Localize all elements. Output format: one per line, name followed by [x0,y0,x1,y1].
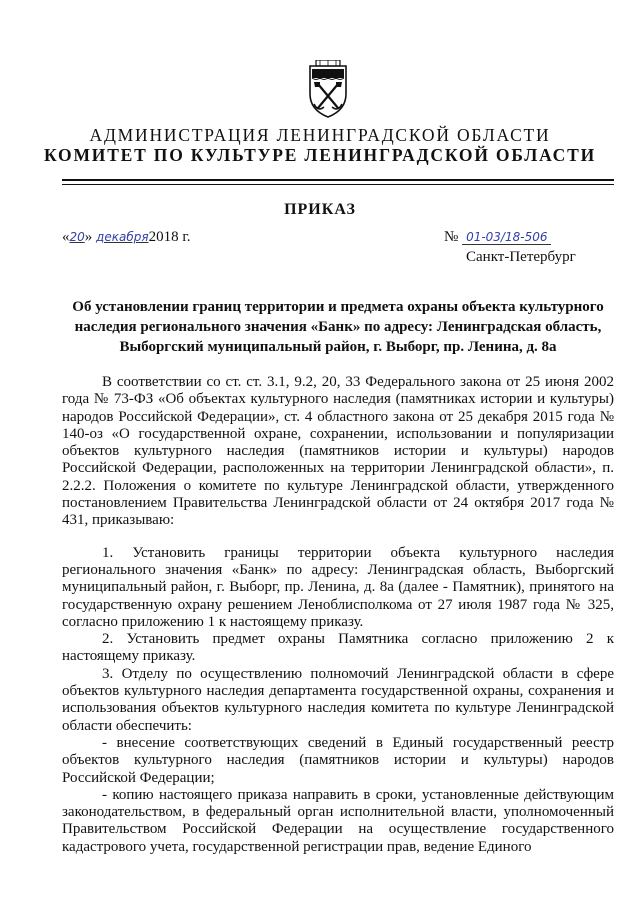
order-item-3-bullet-2: - копию настоящего приказа направить в сроки, установленные действующим законодательством, в федеральный орган исполнительной власти, уполномоченный Правительством Российской Федерации на осуществление государственного кадастрового учета, государственной регистрации прав, ведение Единого [62,786,614,855]
number-prefix: № [444,229,459,245]
date-open-quote: « [62,229,70,245]
order-item-1: 1. Установить границы территории объекта культурного наследия регионального значения «Банк» по адресу: Ленинградская область, Выборгский муниципальный район, г. Выборг, пр. Ленина, д. 8а (далее - Памятник), принятого на государственную охрану решением Леноблисполкома от 27 июля 1987 года № 325, согласно приложению 1 к настоящему приказу. [62,544,614,630]
coat-of-arms-icon [296,60,360,120]
date-year: 2018 г. [148,229,191,245]
order-item-3-bullet-1: - внесение соответствующих сведений в Единый государственный реестр объектов культурного наследия (памятников истории и культуры) народов Российской Федерации; [62,734,614,786]
org-name-line1: АДМИНИСТРАЦИЯ ЛЕНИНГРАДСКОЙ ОБЛАСТИ [89,125,551,145]
number-value: 01-03/18-506 [462,230,551,245]
document-city: Санкт-Петербург [466,249,576,265]
date-month: декабря [96,230,149,244]
header-divider-thin [62,184,614,185]
document-number [444,229,551,246]
document-date [62,229,191,246]
document-title: ПРИКАЗ [284,201,356,218]
order-item-2: 2. Установить предмет охраны Памятника согласно приложению 2 к настоящему приказу. [62,631,614,665]
order-item-3: 3. Отделу по осуществлению полномочий Ленинградской области в сфере объектов культурного наследия департамента государственной охраны, сохранения и использования объектов культурного наследия комитета по культуре Ленинградской области обеспечить: [62,665,614,734]
org-name-line2: КОМИТЕТ ПО КУЛЬТУРЕ ЛЕНИНГРАДСКОЙ ОБЛАСТИ [44,145,596,165]
document-body [62,374,614,856]
header-divider-thick [62,179,614,181]
date-day: 20 [69,230,85,244]
preamble-paragraph: В соответствии со ст. ст. 3.1, 9.2, 20, 33 Федерального закона от 25 июня 2002 года № 73-ФЗ «Об объектах культурного наследия (памятниках истории и культуры) народов Российской Федерации», ст. 4 областного закона от 25 декабря 2015 года № 140-оз «О государственной охране, сохранении, использовании и популяризации объектов культурного наследия (памятников истории и культуры) народов Российской Федерации, расположенных на территории Ленинградской области», п. 2.2.2. Положения о комитете по культуре Ленинградской области, утвержденного постановлением Правительства Ленинградской области от 24 октября 2017 года № 431, приказываю: [62,374,614,529]
document-subject: Об установлении границ территории и предмета охраны объекта культурного наследия регионального значения «Банк» по адресу: Ленинградская область, Выборгский муниципальный район, г. Выборг, пр. Ленина, д. 8а [72,299,604,355]
date-close-quote: » [84,229,93,245]
